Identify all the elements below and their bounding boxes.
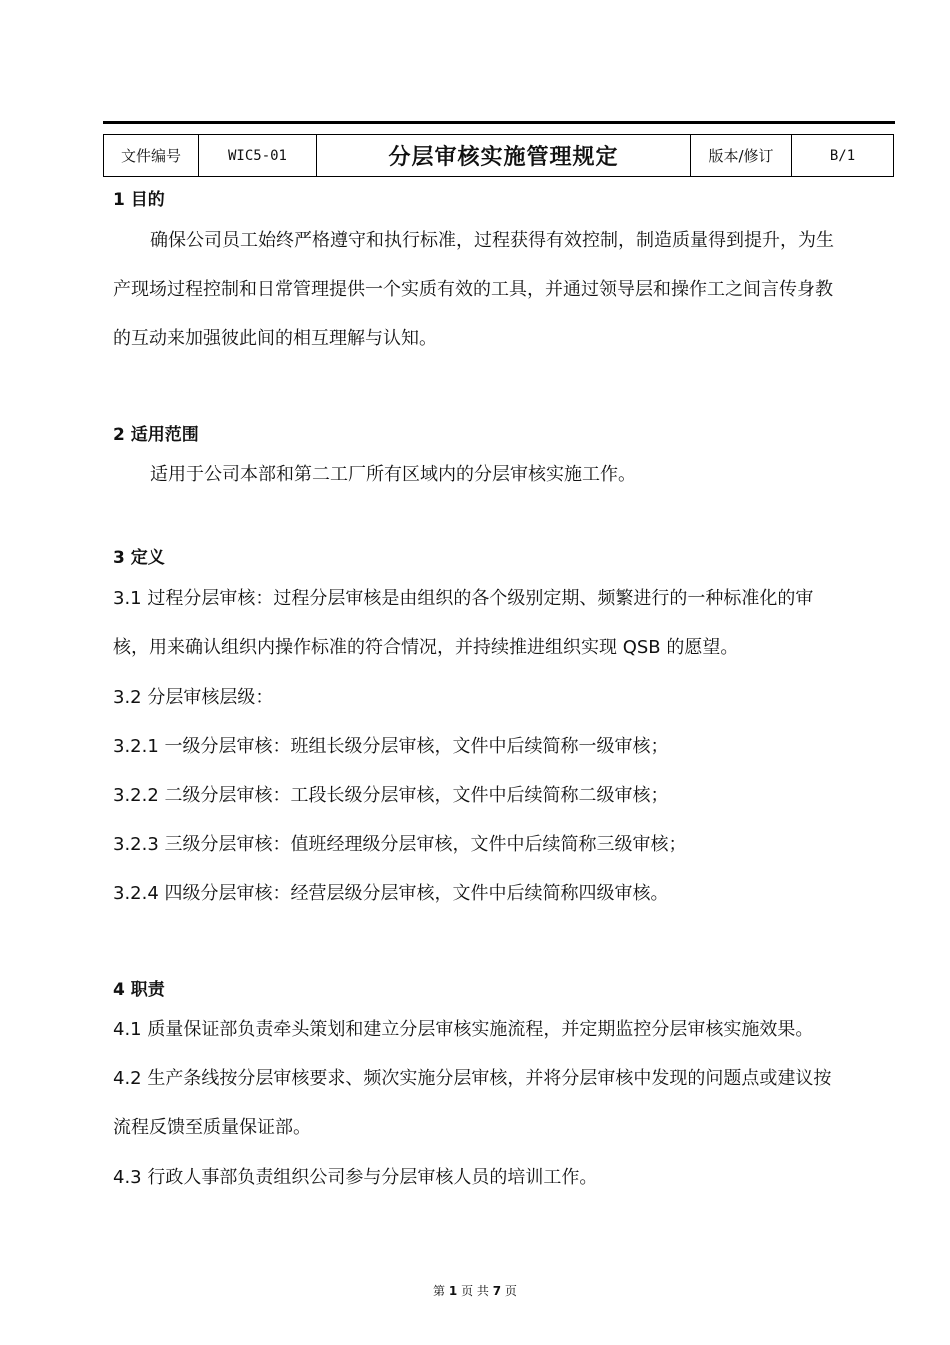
paragraph-line: 流程反馈至质量保证部。 [113, 1117, 311, 1138]
paragraph-line: 4.3 行政人事部负责组织公司参与分层审核人员的培训工作。 [113, 1167, 598, 1188]
paragraph-line: 3.1 过程分层审核：过程分层审核是由组织的各个级别定期、频繁进行的一种标准化的审 [113, 588, 814, 609]
paragraph-line: 3.2.3 三级分层审核：值班经理级分层审核，文件中后续简称三级审核； [113, 834, 687, 855]
doc-number-value: WIC5-01 [199, 135, 317, 177]
paragraph-line: 产现场过程控制和日常管理提供一个实质有效的工具，并通过领导层和操作工之间言传身教 [113, 279, 833, 300]
section-heading-responsibility: 4 职责 [113, 980, 165, 1000]
header-top-rule [103, 121, 895, 124]
page-current: 1 [448, 1284, 458, 1298]
paragraph-line: 适用于公司本部和第二工厂所有区域内的分层审核实施工作。 [150, 464, 636, 485]
doc-number-label: 文件编号 [104, 135, 199, 177]
page-prefix: 第 [433, 1284, 446, 1298]
document-title: 分层审核实施管理规定 [317, 135, 691, 177]
paragraph-line: 4.2 生产条线按分层审核要求、频次实施分层审核，并将分层审核中发现的问题点或建议按 [113, 1068, 832, 1089]
paragraph-line: 4.1 质量保证部负责牵头策划和建立分层审核实施流程，并定期监控分层审核实施效果。 [113, 1019, 814, 1040]
version-label: 版本/修订 [691, 135, 792, 177]
paragraph-line: 3.2.1 一级分层审核：班组长级分层审核，文件中后续简称一级审核； [113, 736, 669, 757]
paragraph-line: 的互动来加强彼此间的相互理解与认知。 [113, 328, 437, 349]
section-heading-scope: 2 适用范围 [113, 425, 199, 445]
paragraph-line: 3.2 分层审核层级： [113, 687, 274, 708]
version-value: B/1 [792, 135, 894, 177]
page-number-footer [0, 1282, 950, 1299]
page-mid: 页 共 [461, 1284, 489, 1298]
section-heading-purpose: 1 目的 [113, 190, 165, 210]
paragraph-line: 核，用来确认组织内操作标准的符合情况，并持续推进组织实现 QSB 的愿望。 [113, 637, 739, 658]
paragraph-line: 确保公司员工始终严格遵守和执行标准，过程获得有效控制，制造质量得到提升，为生 [150, 230, 834, 251]
paragraph-line: 3.2.2 二级分层审核：工段长级分层审核，文件中后续简称二级审核； [113, 785, 669, 806]
document-header-table [103, 134, 894, 177]
page-total: 7 [492, 1284, 502, 1298]
section-heading-definition: 3 定义 [113, 548, 165, 568]
paragraph-line: 3.2.4 四级分层审核：经营层级分层审核，文件中后续简称四级审核。 [113, 883, 669, 904]
page-suffix: 页 [504, 1284, 517, 1298]
